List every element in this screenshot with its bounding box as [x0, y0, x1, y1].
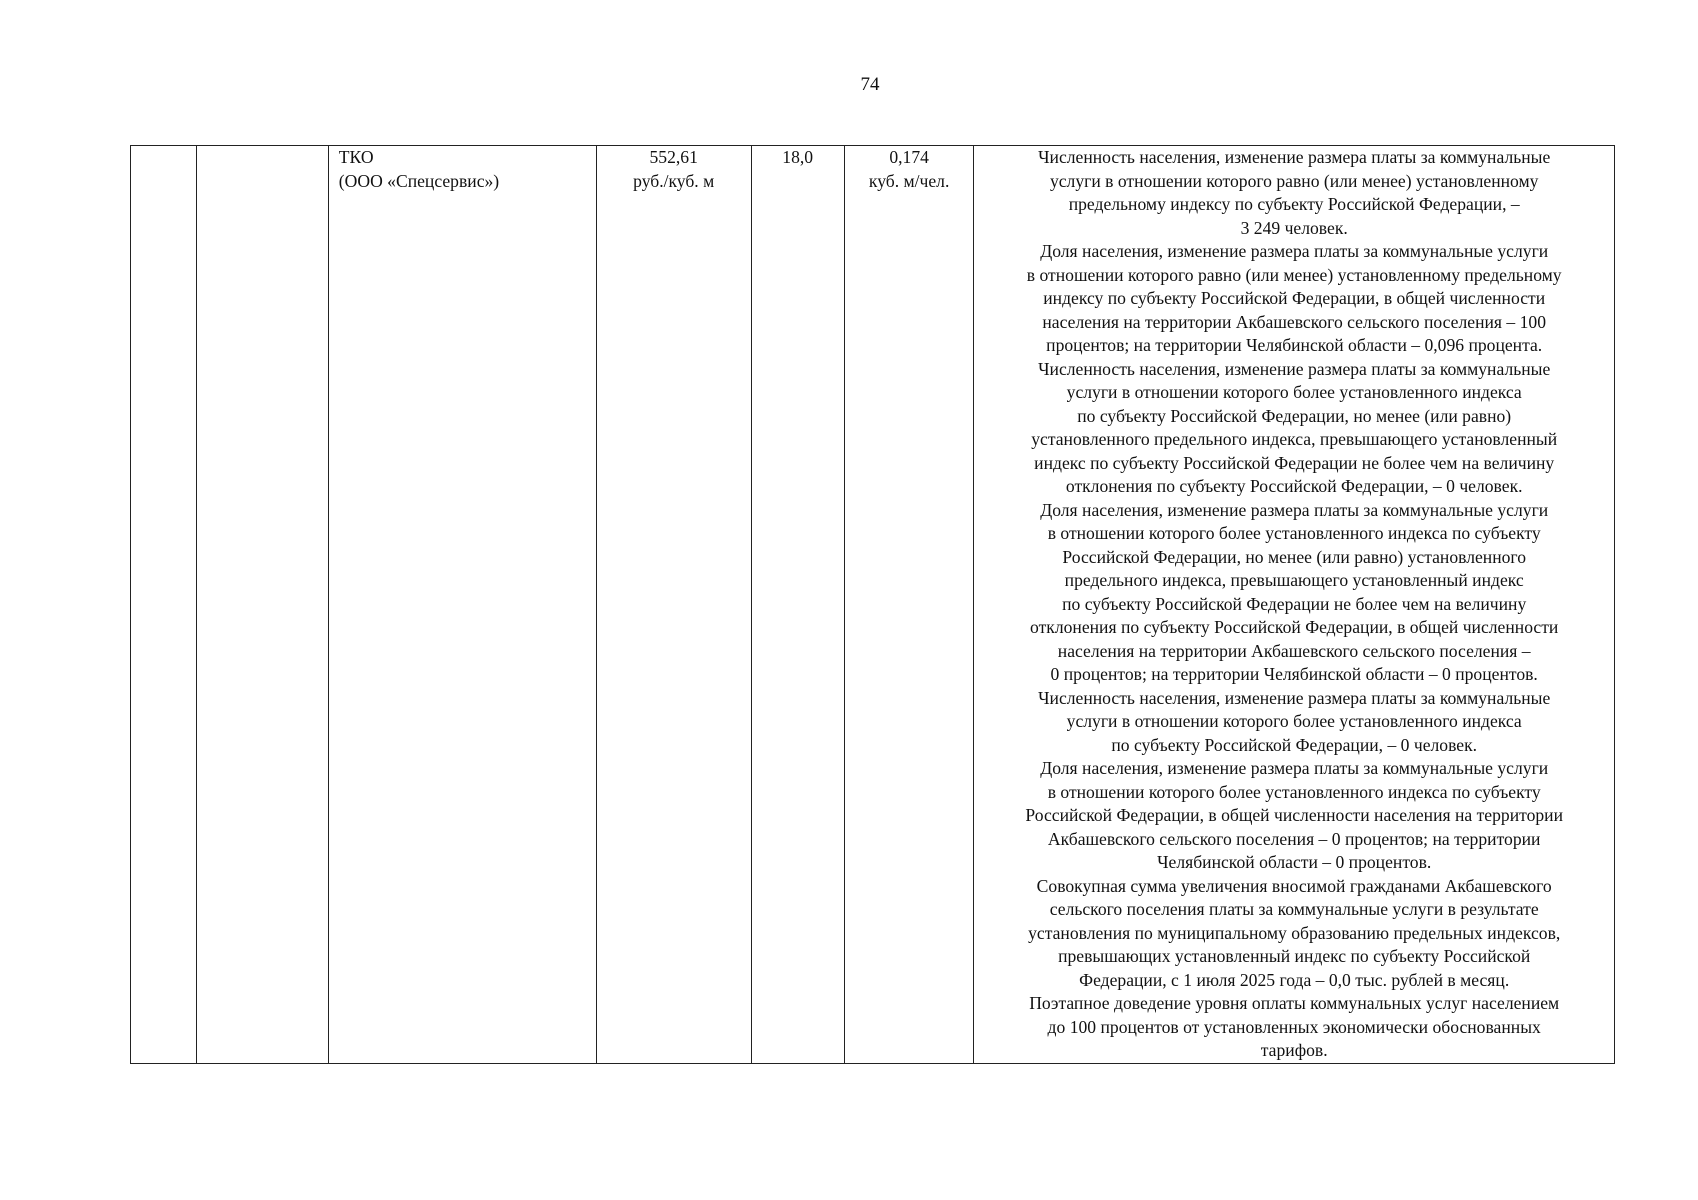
text-line: (ООО «Спецсервис»): [338, 170, 500, 191]
text-line: услуги в отношении которого более установленного индекса: [1066, 382, 1522, 402]
cell-norm: [844, 146, 974, 1064]
text-line: установленного предельного индекса, превышающего установленный: [1031, 429, 1558, 449]
text-line: 0,174: [889, 147, 929, 167]
text-line: отклонения по субъекту Российской Федерации, в общей численности: [1030, 617, 1559, 637]
text-line: тарифов.: [1260, 1040, 1328, 1060]
text-line: до 100 процентов от установленных экономически обоснованных: [1047, 1016, 1541, 1037]
cell-number: [131, 146, 197, 1064]
data-table: [130, 145, 1615, 1064]
text-line: 3 249 человек.: [1240, 217, 1348, 238]
text-line: Челябинской области – 0 процентов.: [1157, 852, 1432, 872]
text-line: Поэтапное доведение уровня оплаты коммунальных услуг населением: [1029, 993, 1560, 1013]
text-line: по субъекту Российской Федерации не более чем на величину: [1062, 593, 1527, 614]
text-line: сельского поселения платы за коммунальные услуги в результате: [1049, 899, 1539, 919]
text-line: по субъекту Российской Федерации, но менее (или равно): [1077, 405, 1512, 426]
cell-municipality: [197, 146, 329, 1064]
cell-tariff: [596, 146, 751, 1064]
text-line: Доля населения, изменение размера платы за коммунальные услуги: [1040, 241, 1549, 261]
text-line: превышающих установленный индекс по субъекту Российской: [1058, 946, 1531, 966]
text-line: 552,61: [649, 147, 698, 167]
text-line: Доля населения, изменение размера платы за коммунальные услуги: [1040, 499, 1549, 520]
text-line: Российской Федерации, но менее (или равно) установленного: [1062, 546, 1526, 567]
text-line: Федерации, с 1 июля 2025 года – 0,0 тыс. рублей в месяц.: [1079, 969, 1510, 990]
text-line: Российской Федерации, в общей численности населения на территории: [1025, 805, 1564, 825]
text-line: ТКО: [338, 147, 374, 167]
table-row: [131, 146, 1615, 1064]
text-line: установления по муниципальному образованию предельных индексов,: [1028, 922, 1561, 943]
text-line: предельного индекса, превышающего установленный индекс: [1064, 570, 1524, 590]
text-line: 18,0: [782, 147, 814, 167]
text-line: Акбашевского сельского поселения – 0 процентов; на территории: [1047, 828, 1541, 849]
text-line: Численность населения, изменение размера платы за коммунальные: [1038, 687, 1551, 708]
text-line: Численность населения, изменение размера платы за коммунальные: [1038, 358, 1551, 379]
text-line: руб./куб. м: [633, 170, 715, 191]
page-number: 74: [860, 74, 880, 95]
cell-service: [328, 146, 596, 1064]
cell-description: [974, 146, 1615, 1064]
text-line: 0 процентов; на территории Челябинской области – 0 процентов.: [1050, 664, 1538, 684]
text-line: по субъекту Российской Федерации, – 0 человек.: [1111, 734, 1478, 755]
text-line: в отношении которого более установленного индекса по субъекту: [1047, 781, 1541, 802]
text-line: куб. м/чел.: [868, 170, 950, 191]
text-line: услуги в отношении которого равно (или менее) установленному: [1049, 170, 1539, 191]
text-line: Численность населения, изменение размера платы за коммунальные: [1038, 147, 1551, 167]
text-line: Совокупная сумма увеличения вносимой гражданами Акбашевского: [1036, 875, 1552, 896]
text-line: населения на территории Акбашевского сельского поселения –: [1057, 640, 1531, 661]
text-line: индексу по субъекту Российской Федерации, в общей численности: [1043, 288, 1546, 308]
text-line: отклонения по субъекту Российской Федерации, – 0 человек.: [1065, 476, 1523, 496]
text-line: в отношении которого равно (или менее) установленному предельному: [1026, 264, 1562, 285]
text-line: индекс по субъекту Российской Федерации не более чем на величину: [1034, 452, 1555, 473]
text-line: Доля населения, изменение размера платы за коммунальные услуги: [1040, 758, 1549, 778]
text-line: процентов; на территории Челябинской области – 0,096 процента.: [1046, 335, 1543, 355]
cell-increase: [751, 146, 844, 1064]
text-line: населения на территории Акбашевского сельского поселения – 100: [1042, 311, 1546, 332]
text-line: в отношении которого более установленного индекса по субъекту: [1047, 523, 1541, 543]
text-line: услуги в отношении которого более установленного индекса: [1066, 711, 1522, 731]
text-line: предельному индексу по субъекту Российской Федерации, –: [1068, 194, 1520, 214]
